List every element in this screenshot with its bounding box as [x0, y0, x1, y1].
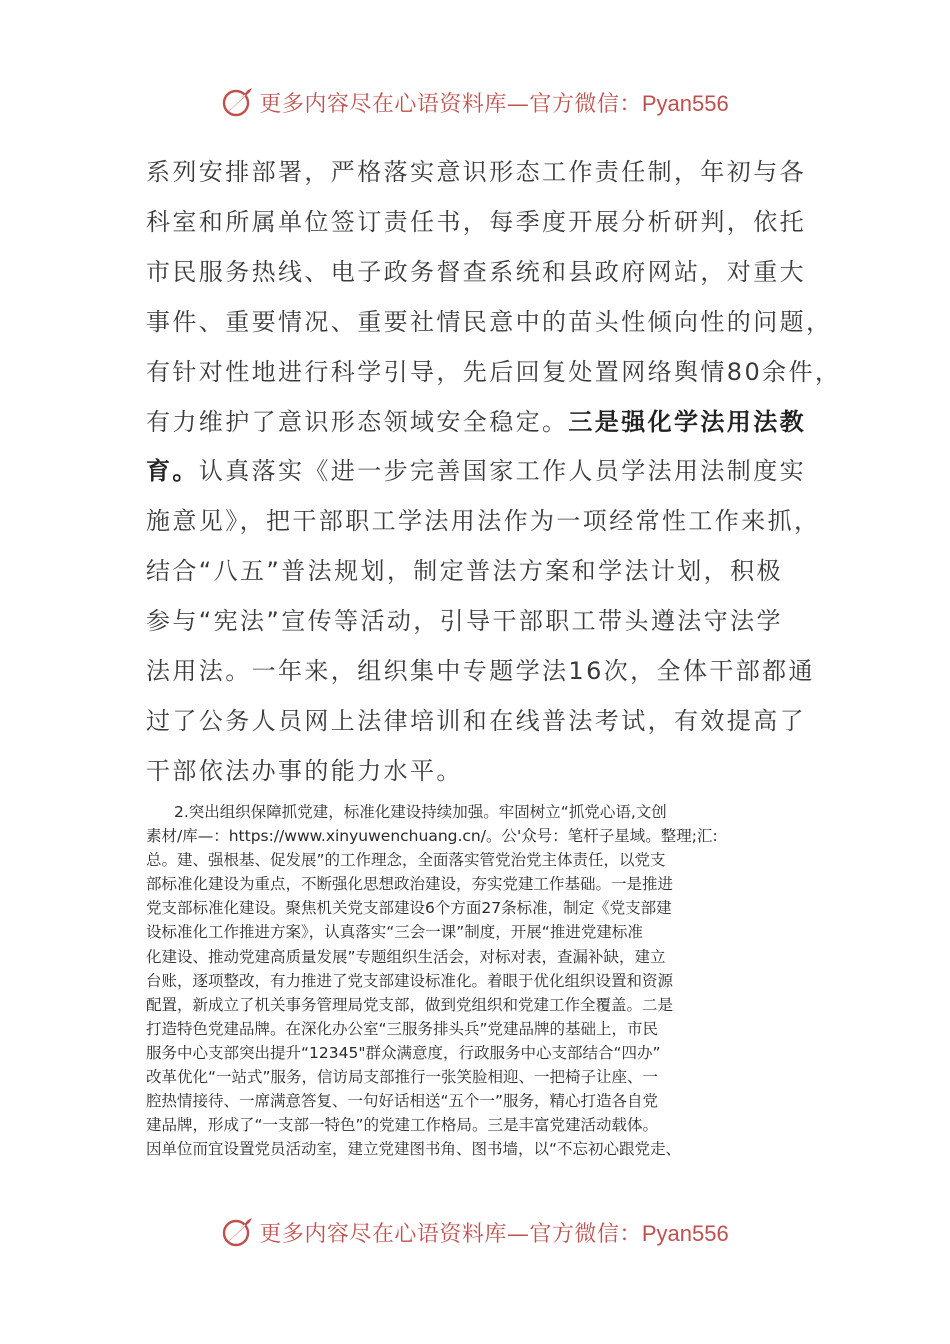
watermark-cn: 更多内容尽在心语资料库—官方微信：	[259, 91, 642, 117]
text-line: 科室和所属单位签订责任书，每季度开展分析研判，依托	[146, 207, 806, 236]
text-line: 施意见》，把干部职工学法用法作为一项经常性工作来抓，	[146, 507, 821, 536]
bold-heading-segment: 育。	[146, 457, 199, 486]
text-line: 服务中心支部突出提升“12345"群众满意度，行政服务中心支部结合“四办”	[146, 1043, 661, 1062]
watermark-wechat-id: Pyan556	[641, 1220, 729, 1246]
text-line: 化建设、推动党建高质量发展”专题组织生活会，对标对表，查漏补缺，建立	[146, 947, 666, 966]
bold-heading-segment: 三是强化学法用法教	[568, 407, 807, 436]
text-line: 总。建、强根基、促发展”的工作理念，全面落实管党治党主体责任，以党支	[146, 851, 666, 870]
text-line: 配置，新成立了机关事务管理局党支部，做到党组织和党建工作全覆盖。二是	[146, 995, 674, 1014]
quill-logo-icon	[221, 85, 255, 119]
text-line: 过了公务人员网上法律培训和在线普法考试，有效提高了	[146, 706, 806, 735]
text-line: 结合“八五”普法规划，制定普法方案和学法计划，积极	[146, 557, 783, 586]
text-line: 改革优化“一站式”服务，信访局支部推行一张笑脸相迎、一把椅子让座、一	[146, 1068, 659, 1087]
text-segment: 有力维护了意识形态领域安全稳定。	[146, 407, 569, 436]
text-line: 干部依法办事的能力水平。	[146, 756, 463, 785]
text-line: 台账，逐项整改，有力推进了党支部建设标准化。着眼于优化组织设置和资源	[146, 971, 674, 990]
watermark-text	[259, 87, 728, 118]
text-line: 事件、重要情况、重要社情民意中的苗头性倾向性的问题，	[146, 307, 833, 336]
text-segment: 认真落实《进一步完善国家工作人员学法用法制度实	[198, 457, 807, 486]
text-line: 设标准化工作推进方案》，认真落实“三会一课”制度，开展“推进党建标准	[146, 923, 643, 942]
text-line: 腔热情接待、一席满意答复、一句好话相送“五个一”服务，精心打造各自党	[146, 1092, 659, 1111]
watermark-text	[259, 1217, 728, 1248]
text-line: 建品牌，形成了“一支部一特色”的党建工作格局。三是丰富党建活动载体。	[146, 1116, 659, 1135]
text-line	[146, 447, 816, 497]
quill-logo-icon	[221, 1215, 255, 1249]
text-line: 素材/库—：https://www.xinyuwenchuang.cn/。公'众号：笔杆子星域。整理;汇:	[146, 827, 718, 846]
watermark-cn: 更多内容尽在心语资料库—官方微信：	[259, 1221, 642, 1247]
text-line: 部标准化建设为重点，不断强化思想政治建设，夯实党建工作基础。一是推进	[146, 875, 674, 894]
text-line: 有针对性地进行科学引导，先后回复处置网络舆情80余件，	[146, 357, 842, 386]
footer-watermark	[0, 1210, 950, 1254]
text-line: 党支部标准化建设。聚焦机关党支部建设6个方面27条标准，制定《党支部建	[146, 899, 672, 918]
watermark-wechat-id: Pyan556	[641, 90, 729, 116]
text-line: 2.突出组织保障抓党建，标准化建设持续加强。牢固树立“抓党心语,文创	[174, 803, 667, 821]
text-line: 市民服务热线、电子政务督查系统和县政府网站，对重大	[146, 257, 806, 286]
header-watermark	[0, 80, 950, 124]
body-paragraph-small	[146, 800, 816, 1161]
body-paragraph-large	[146, 148, 842, 797]
text-line: 法用法。一年来，组织集中专题学法16次，全体干部都通	[146, 657, 815, 686]
text-line: 系列安排部署，严格落实意识形态工作责任制，年初与各	[146, 158, 806, 186]
text-line	[146, 398, 816, 448]
text-line: 打造特色党建品牌。在深化办公室“三服务排头兵”党建品牌的基础上，市民	[146, 1019, 659, 1038]
text-line: 参与“宪法”宣传等活动，引导干部职工带头遵法守法学	[146, 607, 783, 636]
text-line: 因单位而宜设置党员活动室，建立党建图书角、图书墙，以“不忘初心跟党走、	[146, 1140, 682, 1159]
